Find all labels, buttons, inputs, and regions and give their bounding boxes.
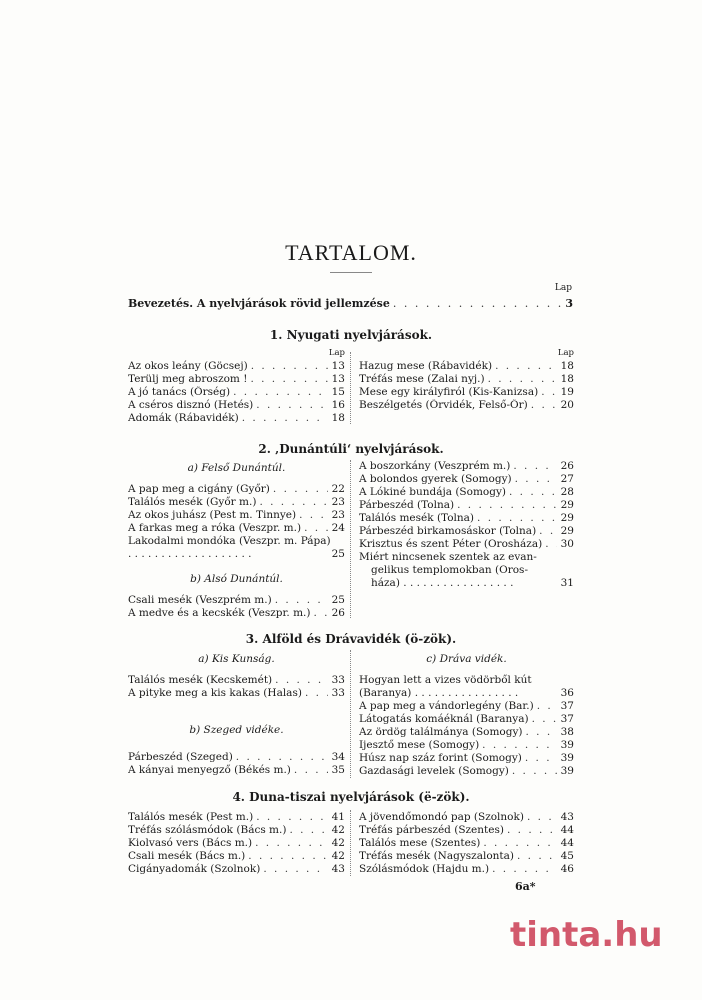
entry-page: 46: [560, 863, 574, 875]
entry-title: Adomák (Rábavidék): [128, 412, 239, 424]
toc-entry: [128, 674, 345, 687]
entry-page: 15: [331, 386, 345, 398]
entry-title-line: Lakodalmi mondóka (Veszpr. m.: [128, 535, 298, 547]
entry-page: 35: [331, 764, 345, 776]
leader-dots: [517, 850, 557, 863]
entry-title: A boszorkány (Veszprém m.): [359, 460, 511, 472]
leader-dots: [256, 399, 328, 412]
subsection-title: a) Kis Kunság.: [198, 653, 275, 665]
entry-page: 44: [560, 824, 574, 836]
entry-title: Találós mese (Szentes): [359, 837, 481, 849]
entry-title: Az okos juhász (Pest m. Tinnye): [128, 509, 297, 521]
toc-entry: [359, 765, 574, 778]
toc-entry: [359, 863, 574, 876]
entry-page: 26: [331, 607, 345, 619]
leader-dots: [275, 594, 328, 607]
toc-entry: [128, 386, 345, 399]
entry-title: A cséros disznó (Hetés): [128, 399, 254, 411]
leader-dots: [313, 607, 328, 620]
entry-page: 22: [331, 483, 345, 495]
leader-dots: [509, 486, 557, 499]
entry-title: Tréfás mese (Zalai nyj.): [359, 373, 485, 385]
leader-dots: [289, 824, 328, 837]
entry-title: Gazdasági levelek (Somogy): [359, 765, 509, 777]
entry-page: 29: [560, 525, 574, 537]
leader-dots: [488, 373, 557, 386]
subsection-title: c) Dráva vidék.: [426, 653, 507, 665]
toc-entry: [359, 700, 574, 713]
toc-entry: [359, 752, 574, 765]
entry-title: A pityke meg a kis kakas (Halas): [128, 687, 302, 699]
toc-entry: [128, 607, 345, 620]
toc-entry: [359, 525, 574, 538]
toc-entry: [359, 360, 574, 373]
leader-dots: [532, 713, 557, 726]
leader-dots: [477, 512, 557, 525]
entry-page: 45: [560, 850, 574, 862]
leader-dots: [531, 399, 557, 412]
entry-title: Hazug mese (Rábavidék): [359, 360, 493, 372]
entry-page: 26: [560, 460, 574, 472]
entry-page: 19: [560, 386, 574, 398]
leader-dots: [507, 824, 557, 837]
leader-dots: [515, 473, 557, 486]
section-1-right: [359, 347, 574, 412]
entry-title-line: (Baranya): [359, 687, 412, 699]
toc-entry: [359, 824, 574, 837]
entry-title: Kiolvasó vers (Bács m.): [128, 837, 253, 849]
toc-entry: [359, 811, 574, 824]
toc-entry: [128, 687, 345, 700]
entry-title: A jó tanács (Őrség): [128, 386, 231, 398]
toc-entry: [359, 386, 574, 399]
toc-entry: [359, 726, 574, 739]
toc-entry: [128, 412, 345, 425]
toc-entry: [128, 373, 345, 386]
entry-page: 39: [560, 752, 574, 764]
leader-dots: [527, 811, 557, 824]
entry-title: Az okos leány (Göcsej): [128, 360, 248, 372]
entry-title: Krisztus és szent Péter (Orosháza): [359, 538, 543, 550]
leader-dots: [233, 386, 328, 399]
entry-title: Találós mesék (Tolna): [359, 512, 475, 524]
column-divider: [350, 810, 351, 876]
leader-dots: [305, 687, 328, 700]
toc-entry: [359, 739, 574, 752]
toc-entry: [359, 499, 574, 512]
entry-page: 37: [560, 713, 574, 725]
entry-title: A pap meg a vándorlegény (Bar.): [359, 700, 534, 712]
entry-title-line: háza): [371, 577, 400, 589]
intro-entry: [128, 297, 573, 310]
toc-entry: [128, 594, 345, 607]
intro-page: 3: [565, 297, 573, 310]
toc-entry: [128, 509, 345, 522]
toc-entry: [359, 486, 574, 499]
entry-page: 43: [560, 811, 574, 823]
entry-page: 20: [560, 399, 574, 411]
entry-page: 44: [560, 837, 574, 849]
leader-dots: [545, 538, 557, 551]
toc-entry: [359, 538, 574, 551]
entry-page: 34: [331, 751, 345, 763]
column-divider: [350, 460, 351, 618]
section-3-right: [359, 651, 574, 778]
entry-page: 29: [560, 512, 574, 524]
leader-dots: [513, 460, 557, 473]
toc-entry: [128, 850, 345, 863]
section-3-title: 3. Alföld és Drávavidék (ö-zök).: [245, 632, 457, 646]
entry-page: 24: [331, 522, 345, 534]
entry-title: A farkas meg a róka (Veszpr. m.): [128, 522, 302, 534]
entry-page: 36: [560, 687, 574, 699]
toc-entry: [128, 496, 345, 509]
entry-page: 33: [331, 687, 345, 699]
leader-dots: [304, 522, 328, 535]
entry-page: 31: [560, 577, 574, 589]
leader-dots: [251, 360, 328, 373]
entry-page: 13: [331, 360, 345, 372]
entry-title: A jövendőmondó pap (Szolnok): [359, 811, 524, 823]
toc-entry: [128, 837, 345, 850]
entry-title: Látogatás komáéknál (Baranya): [359, 713, 529, 725]
entry-title: A kányai menyegző (Békés m.): [128, 764, 291, 776]
entry-page: 28: [560, 486, 574, 498]
section-4-right: [359, 811, 574, 876]
section-3-left: [128, 651, 345, 777]
toc-entry: [128, 751, 345, 764]
leader-dots: [256, 811, 328, 824]
entry-page: 18: [560, 373, 574, 385]
intro-title: Bevezetés. A nyelvjárások rövid jellemzése: [128, 297, 390, 310]
entry-page: 42: [331, 824, 345, 836]
lap-header: Lap: [557, 348, 574, 358]
toc-entry: [359, 473, 574, 486]
section-2-left: [128, 460, 345, 620]
entry-page: 18: [331, 412, 345, 424]
entry-page: 39: [560, 739, 574, 751]
leader-dots: [294, 764, 328, 777]
toc-entry: [128, 360, 345, 373]
leader-dots: [255, 837, 328, 850]
section-1-title: 1. Nyugati nyelvjárások.: [269, 328, 433, 342]
entry-page: 23: [331, 496, 345, 508]
entry-page: 25: [331, 594, 345, 606]
toc-entry-multiline: Hogyan lett a vizes vödörből kút (Baranya) . . . . . . . . . . . . . . . . 36: [359, 674, 574, 699]
leader-dots: [492, 863, 557, 876]
leader-dots: [242, 412, 328, 425]
entry-page: 25: [331, 548, 345, 560]
leader-dots: [236, 751, 328, 764]
entry-title: Párbeszéd (Tolna): [359, 499, 455, 511]
lap-header: Lap: [554, 283, 572, 293]
toc-entry: [128, 863, 345, 876]
entry-title: A bolondos gyerek (Somogy): [359, 473, 512, 485]
section-2-title: 2. ‚Dunántúli‘ nyelvjárások.: [258, 442, 444, 456]
leader-dots: [248, 850, 328, 863]
column-divider: [350, 650, 351, 778]
leader-dots: [259, 496, 328, 509]
toc-entry: [128, 483, 345, 496]
section-1-left: [128, 347, 345, 425]
leader-dots: [273, 483, 328, 496]
entry-title: A medve és a kecskék (Veszpr. m.): [128, 607, 311, 619]
entry-title: Cigányadomák (Szolnok): [128, 863, 261, 875]
entry-title: Szólásmódok (Hajdu m.): [359, 863, 490, 875]
entry-page: 29: [560, 499, 574, 511]
entry-page: 23: [331, 509, 345, 521]
entry-title: Az ördög találmánya (Somogy): [359, 726, 523, 738]
leader-dots: [537, 700, 557, 713]
leader-dots: [263, 863, 328, 876]
entry-title: Találós mesék (Pest m.): [128, 811, 254, 823]
entry-page: 16: [331, 399, 345, 411]
toc-entry: [128, 824, 345, 837]
leader-dots: [539, 525, 557, 538]
entry-title-line: Hogyan lett a vizes vödörből kút: [359, 674, 532, 686]
title-rule: [330, 272, 372, 273]
leader-dots: [482, 739, 557, 752]
toc-entry-multiline: Miért nincsenek szentek az evan- gelikus templomokban (Oros- háza) . . . . . . . . . . . . . . . . . 31: [359, 551, 574, 589]
entry-page: 41: [331, 811, 345, 823]
entry-title: A Lókiné bundája (Somogy): [359, 486, 506, 498]
leader-dots: [250, 373, 328, 386]
entry-title: Találós mesék (Kecskemét): [128, 674, 273, 686]
entry-title-line: gelikus templomokban (Oros-: [371, 564, 528, 576]
entry-title: Terülj meg abroszom !: [128, 373, 248, 385]
entry-title: Tréfás szólásmódok (Bács m.): [128, 824, 287, 836]
entry-page: 18: [560, 360, 574, 372]
subsection-title: b) Alsó Dunántúl.: [190, 573, 283, 585]
section-4-left: [128, 811, 345, 876]
toc-entry: [128, 764, 345, 777]
toc-entry: [359, 512, 574, 525]
entry-page: 33: [331, 674, 345, 686]
section-2-right: [359, 460, 574, 590]
entry-title-line: Pápa): [300, 535, 331, 547]
toc-entry: [128, 522, 345, 535]
entry-title: Találós mesék (Győr m.): [128, 496, 257, 508]
leader-dots: [512, 765, 557, 778]
toc-entry: [359, 713, 574, 726]
leader-dots: [457, 499, 557, 512]
toc-entry: [359, 460, 574, 473]
toc-entry: [359, 373, 574, 386]
entry-page: 13: [331, 373, 345, 385]
page-title: TARTALOM.: [285, 240, 417, 265]
entry-title: Beszélgetés (Őrvidék, Felső-Őr): [359, 399, 528, 411]
entry-page: 30: [560, 538, 574, 550]
entry-page: 42: [331, 850, 345, 862]
entry-title: Ijesztő mese (Somogy): [359, 739, 480, 751]
subsection-title: a) Felső Dunántúl.: [187, 462, 286, 474]
leader-dots: [275, 674, 328, 687]
entry-title: A pap meg a cigány (Győr): [128, 483, 270, 495]
toc-entry-multiline: Lakodalmi mondóka (Veszpr. m. Pápa) . . . . . . . . . . . . . . . . . . . 25: [128, 535, 345, 560]
watermark-logo: tinta.hu: [510, 915, 663, 955]
entry-page: 38: [560, 726, 574, 738]
entry-title: Tréfás mesék (Nagyszalonta): [359, 850, 514, 862]
section-4-title: 4. Duna-tiszai nyelvjárások (ë-zök).: [232, 790, 470, 804]
entry-page: 27: [560, 473, 574, 485]
entry-title: Csali mesék (Veszprém m.): [128, 594, 272, 606]
entry-title-line: Miért nincsenek szentek az evan-: [359, 551, 537, 563]
toc-entry: [359, 399, 574, 412]
toc-entry: [359, 850, 574, 863]
entry-page: 42: [331, 837, 345, 849]
entry-title: Tréfás párbeszéd (Szentes): [359, 824, 504, 836]
toc-entry: [359, 837, 574, 850]
leader-dots: [393, 297, 563, 310]
leader-dots: [526, 726, 558, 739]
column-divider: [350, 352, 351, 424]
subsection-title: b) Szeged vidéke.: [189, 724, 284, 736]
lap-header: Lap: [328, 348, 345, 358]
entry-title: Mese egy királyfiról (Kis-Kanizsa): [359, 386, 539, 398]
toc-entry: [128, 399, 345, 412]
entry-title: Párbeszéd birkamosáskor (Tolna): [359, 525, 537, 537]
entry-page: 43: [331, 863, 345, 875]
leader-dots: [299, 509, 328, 522]
entry-page: 37: [560, 700, 574, 712]
toc-entry: [128, 811, 345, 824]
leader-dots: [483, 837, 557, 850]
entry-title: Húsz nap száz forint (Somogy): [359, 752, 522, 764]
entry-title: Párbeszéd (Szeged): [128, 751, 233, 763]
leader-dots: [495, 360, 557, 373]
leader-dots: [525, 752, 557, 765]
entry-title: Csali mesék (Bács m.): [128, 850, 246, 862]
entry-page: 39: [560, 765, 574, 777]
page-signature: 6a*: [515, 880, 536, 893]
leader-dots: [541, 386, 557, 399]
